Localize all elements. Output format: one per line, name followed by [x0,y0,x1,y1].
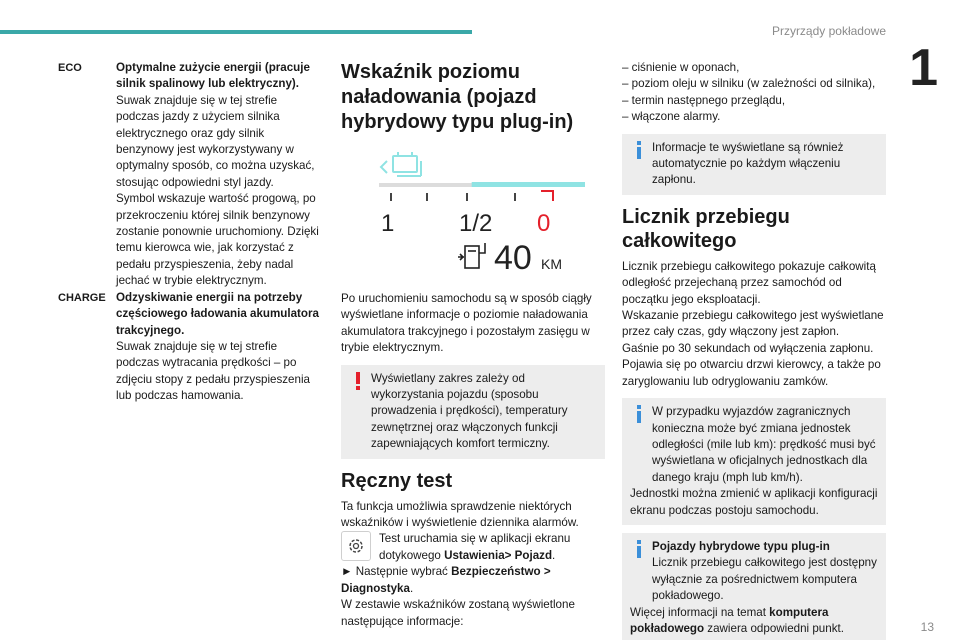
section-title-odometer: Licznik przebiegu całkowitego [622,205,790,252]
list-item: – ciśnienie w oponach, [622,61,740,74]
column-middle [341,60,605,630]
info-note-hybrid-title: Pojazdy hybrydowe typu plug-in [652,539,830,553]
manual-step-menu-path: Bezpieczeństwo > Diagnostyka [341,565,551,595]
term-eco: ECO [58,62,82,74]
chapter-number: 1 [909,39,938,97]
odometer-paragraph-3: Gaśnie po 30 sekundach od wyłączenia zapłonu. Pojawia się po otwarciu drzwi kierowcy, a także po zaryglowaniu lub odryglowaniu zamków. [622,341,881,388]
column-right [622,60,886,640]
eco-text-1: Suwak znajduje się w tej strefie podczas jazdy z użyciem silnika elektrycznego oraz gdy silnik benzynowy jest wykorzystywany w optymalny sposób, co można uzyskać, stosując odpowiedni styl jazdy. [116,93,315,189]
settings-gear-icon [341,531,371,561]
info-note-ignition [622,134,886,195]
section-title-charge-level: Wskaźnik poziomu naładowania (pojazd hybrydowy typu plug-in) [341,61,574,133]
charge-title: Odzyskiwanie energii na potrzeby częściowego ładowania akumulatora trakcyjnego. [116,290,319,337]
charge-level-paragraph: Po uruchomieniu samochodu są w sposób ciągły wyświetlane informacje o poziomie naładowania akumulatora trakcyjnego i pozostałym zasięgu w trybie elektrycznym. [341,292,592,355]
warning-exclamation-icon [350,371,366,391]
charge-text: Suwak znajduje się w tej strefie podczas wytracania prędkości – po zdjęciu stopy z pedału przyspieszenia lub podczas hamowania. [116,339,310,403]
manual-test-outro: W zestawie wskaźników zostaną wyświetlone następujące informacje: [341,598,575,628]
definition-charge [58,290,320,405]
info-note-units-text-a: W przypadku wyjazdów zagranicznych konieczna może być zmiana jednostek odległości (mile lub km): prędkość musi być wyświetlana w oficjalnych jednostkach dla danego kraju (mph lub km/h). [652,405,876,484]
info-note-units-text-b: Jednostki można zmienić w aplikacji konfiguracji ekranu podczas postoju samochodu. [630,487,878,517]
warning-note [341,365,605,459]
info-note-units [622,398,886,525]
info-note-hybrid [622,533,886,640]
battery-icon [381,152,421,176]
info-list [622,60,886,126]
list-item: – poziom oleju w silniku (w zależności od silnika), [622,77,876,91]
info-icon [631,539,647,559]
info-note-hybrid-text-b [630,605,878,638]
section-title-manual-test: Ręczny test [341,469,453,492]
charging-plug-icon [458,243,485,268]
odometer-paragraph-2: Wskazanie przebiegu całkowitego jest wyświetlane przez cały czas, gdy włączony jest zapłon. [622,309,884,339]
range-value: 40 [494,239,532,277]
info-icon [631,404,647,424]
warning-text: Wyświetlany zakres zależy od wykorzystania pojazdu (sposobu prowadzenia i prędkości), temperatury zewnętrznej oraz włączonych funkcji zapewniających komfort termiczny. [371,371,568,451]
manual-step-text-c: . [409,581,414,595]
info-note-hybrid-text-b3: zawiera odpowiedni punkt. [704,621,844,635]
term-charge: CHARGE [58,291,106,304]
manual-step-text-a: ► Następnie wybrać [341,565,452,579]
gauge-fill [472,182,585,187]
gauge-label-full: 1 [381,210,395,237]
page-number: 13 [920,620,934,634]
info-note-hybrid-text-b1: Więcej informacji na temat [630,605,770,619]
info-note-hybrid-link-term: komputera pokładowego [630,605,829,635]
range-unit: KM [541,256,562,272]
definition-eco [58,60,320,290]
header-accent-bar [0,30,472,34]
info-icon [631,140,647,160]
list-item: – termin następnego przeglądu, [622,93,786,107]
odometer-paragraph-1: Licznik przebiegu całkowitego pokazuje całkowitą odległość przejechaną przez samochód od początku jego eksploatacji. [622,259,876,306]
gauge-label-half: 1/2 [459,210,493,237]
page-header-title: Przyrządy pokładowe [771,24,886,38]
manual-test-step [341,564,605,597]
info-note-hybrid-text-a: Licznik przebiegu całkowitego jest dostępny wyłącznie za pośrednictwem komputera pokładowego. [652,556,877,603]
column-left [58,60,320,405]
list-item: – włączone alarmy. [622,110,721,124]
manual-test-intro: Ta funkcja umożliwia sprawdzenie niektórych wskaźników i wyświetlenie dziennika alarmów. [341,499,579,530]
eco-text-2: Symbol wskazuje wartość progową, po przekroczeniu której silnik benzynowy zostanie ponownie uruchomiony. Dzięki temu kierowca wie, jak korzystać z pedału przyspieszenia, żeby nadal jechać w trybie elektrycznym. [116,192,319,288]
manual-test-menu-path: Ustawienia> Pojazd [444,548,553,562]
manual-test-text-c: . [552,548,556,562]
gauge-label-empty: 0 [537,210,551,237]
manual-test-instruction [341,531,605,564]
manual-test-text-a: Test uruchamia się w aplikacji ekranu dotykowego [379,532,571,562]
gauge-empty-marker [541,191,553,201]
info-note-ignition-text: Informacje te wyświetlane są również automatycznie po każdym włączeniu zapłonu. [652,140,844,187]
charge-gauge [341,149,605,281]
eco-title: Optymalne zużycie energii (pracuje silnik spalinowy lub elektryczny). [116,61,310,91]
gauge-ticks [391,193,515,201]
